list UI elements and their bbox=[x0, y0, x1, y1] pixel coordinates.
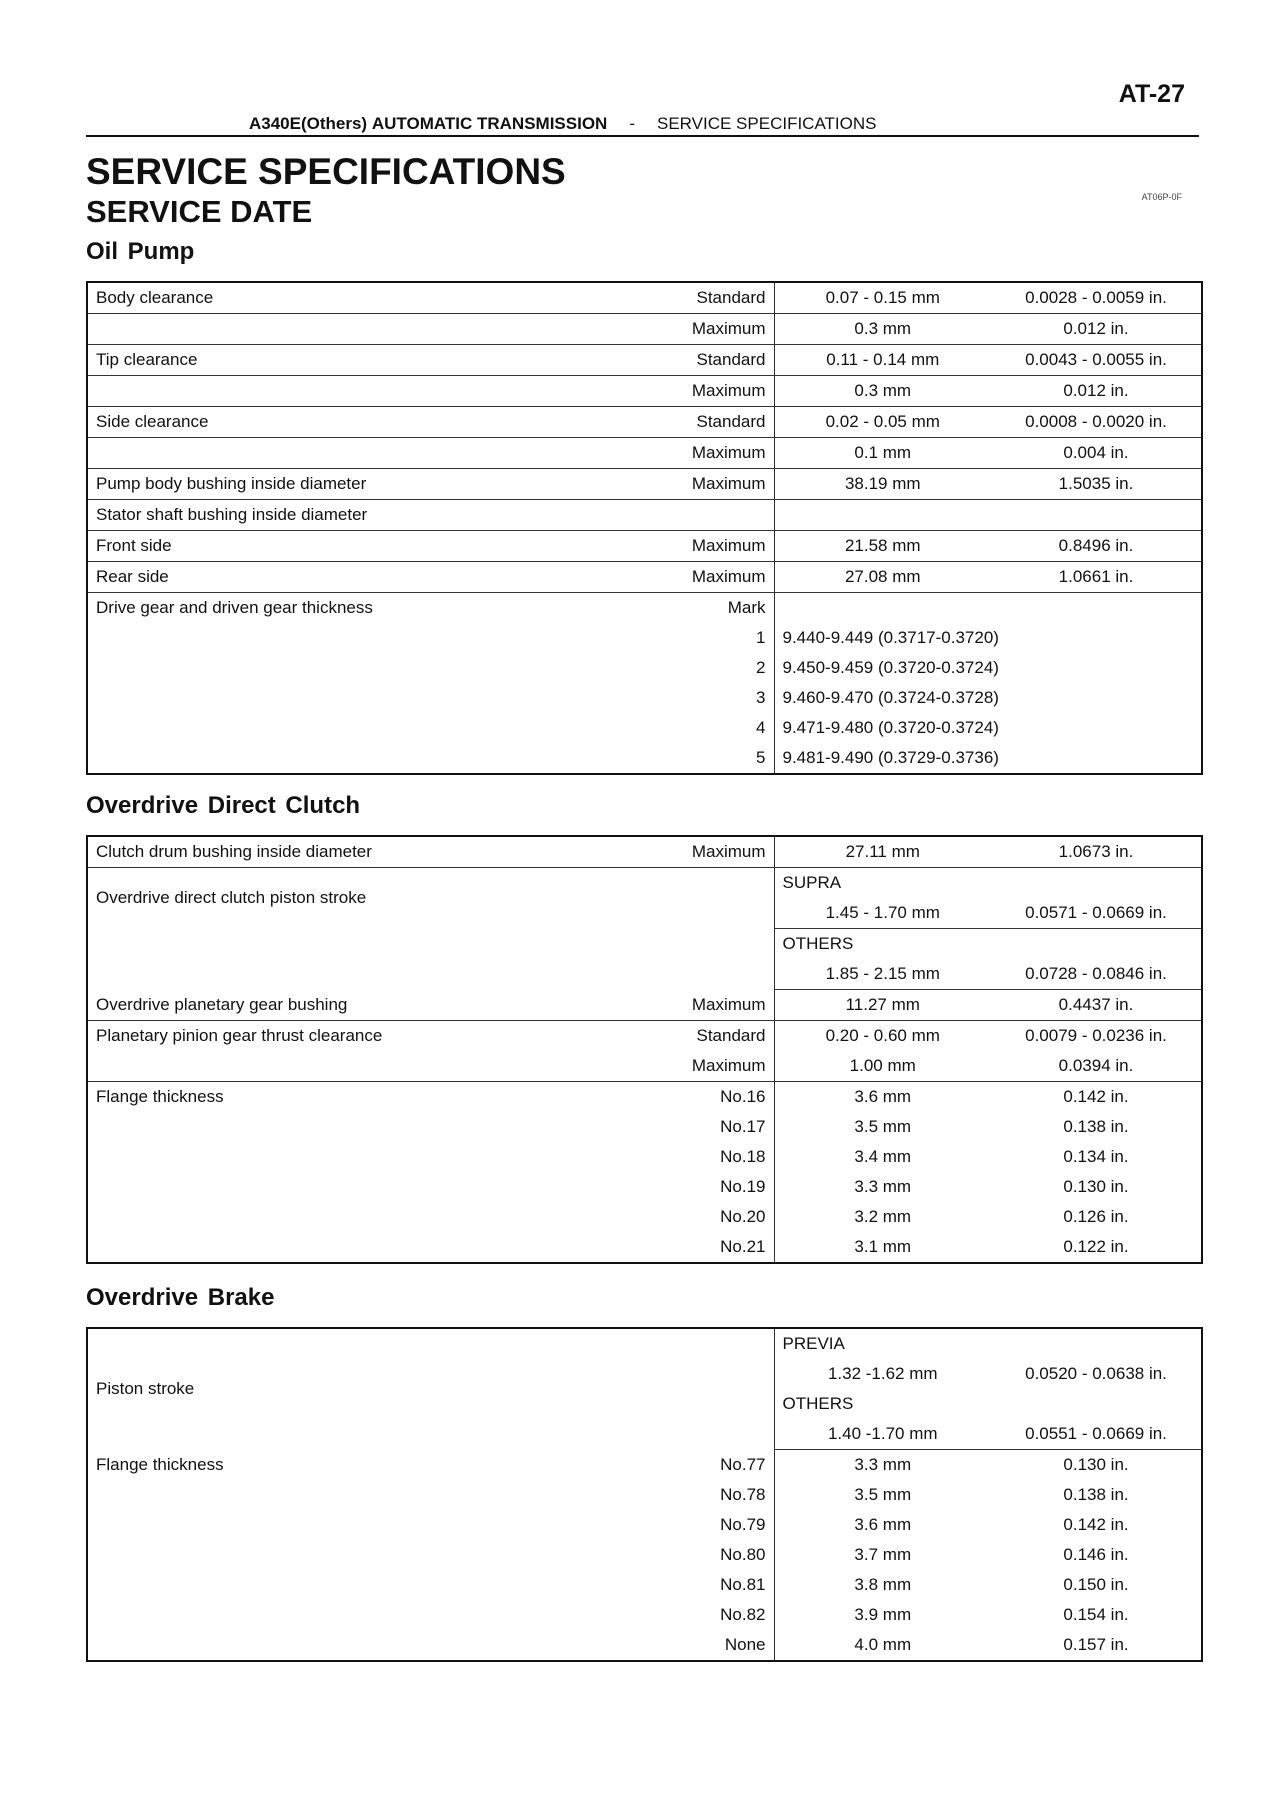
gear-thickness-value: 9.471-9.480 (0.3720-0.3724) bbox=[774, 713, 1202, 743]
spec-label bbox=[87, 1570, 537, 1600]
spec-label bbox=[87, 683, 537, 713]
table-row bbox=[87, 653, 1202, 683]
spec-value-mm: 3.4 mm bbox=[774, 1142, 991, 1172]
spec-label: Rear side bbox=[87, 562, 537, 593]
spec-value-in: 1.5035 in. bbox=[991, 469, 1202, 500]
spec-value-mm: 0.3 mm bbox=[774, 376, 991, 407]
spec-value-mm: 3.2 mm bbox=[774, 1202, 991, 1232]
spec-value-in: 0.154 in. bbox=[1063, 1605, 1129, 1624]
spec-value-in bbox=[991, 500, 1202, 531]
oil-pump-rows bbox=[87, 282, 1202, 774]
table-row bbox=[87, 531, 1202, 562]
spec-value-in: 0.0394 in. bbox=[991, 1051, 1202, 1082]
header-section: AUTOMATIC TRANSMISSION bbox=[371, 114, 608, 133]
spec-label bbox=[87, 743, 537, 774]
spec-label: Body clearance bbox=[87, 282, 537, 314]
spec-value-in: 0.146 in. bbox=[1063, 1545, 1129, 1564]
flange-number: No.16 bbox=[720, 1087, 766, 1106]
oil-pump-table bbox=[86, 281, 1203, 775]
spec-value-mm: 3.9 mm bbox=[774, 1600, 991, 1630]
section-title-oil-pump: Oil Pump bbox=[86, 238, 195, 265]
page-subtitle: SERVICE DATE bbox=[86, 194, 313, 229]
flange-number: No.18 bbox=[720, 1147, 766, 1166]
spec-value-in: 0.134 in. bbox=[1063, 1147, 1129, 1166]
spec-qualifier: Maximum bbox=[537, 1051, 774, 1082]
spec-label bbox=[87, 623, 537, 653]
flange-number: No.82 bbox=[720, 1605, 766, 1624]
table-row bbox=[87, 1540, 1202, 1570]
flange-number: No.20 bbox=[720, 1207, 766, 1226]
variant-label-others: OTHERS bbox=[774, 929, 1202, 960]
spec-label: Piston stroke bbox=[96, 1379, 195, 1399]
table-row bbox=[87, 1328, 1202, 1359]
table-row bbox=[87, 929, 1202, 960]
header-model: A340E(Others) bbox=[249, 114, 368, 133]
gear-mark: 2 bbox=[756, 658, 766, 677]
spec-value-in: 0.0728 - 0.0846 in. bbox=[991, 959, 1202, 990]
spec-value-mm: 4.0 mm bbox=[774, 1630, 991, 1661]
spec-value-mm: 3.3 mm bbox=[774, 1172, 991, 1202]
spec-label: Front side bbox=[87, 531, 537, 562]
flange-number: No.78 bbox=[720, 1485, 766, 1504]
spec-label bbox=[87, 1600, 537, 1630]
gear-thickness-value: 9.440-9.449 (0.3717-0.3720) bbox=[774, 623, 1202, 653]
table-row bbox=[87, 1450, 1202, 1481]
spec-label bbox=[87, 376, 537, 407]
spec-value-in: 0.130 in. bbox=[1063, 1455, 1129, 1474]
spec-value-in: 1.0661 in. bbox=[991, 562, 1202, 593]
spec-label bbox=[87, 1142, 537, 1172]
spec-label: Planetary pinion gear thrust clearance bbox=[96, 1026, 383, 1045]
spec-label bbox=[87, 1051, 537, 1082]
spec-label: Drive gear and driven gear thickness bbox=[96, 598, 373, 617]
gear-thickness-value: 9.481-9.490 (0.3729-0.3736) bbox=[774, 743, 1202, 774]
table-row bbox=[87, 1112, 1202, 1142]
flange-number: No.81 bbox=[720, 1575, 766, 1594]
spec-qualifier: Maximum bbox=[537, 438, 774, 469]
spec-value-mm: 0.20 - 0.60 mm bbox=[774, 1021, 991, 1052]
table-row bbox=[87, 1480, 1202, 1510]
spec-label: Stator shaft bushing inside diameter bbox=[87, 500, 537, 531]
spec-value-in: 0.0028 - 0.0059 in. bbox=[991, 282, 1202, 314]
table-row bbox=[87, 743, 1202, 774]
header-rule bbox=[86, 135, 1199, 137]
spec-value-in: 0.0571 - 0.0669 in. bbox=[991, 898, 1202, 929]
spec-value-in: 0.004 in. bbox=[991, 438, 1202, 469]
spec-value-mm: 1.00 mm bbox=[774, 1051, 991, 1082]
spec-label bbox=[87, 1202, 537, 1232]
gear-thickness-value: 9.460-9.470 (0.3724-0.3728) bbox=[774, 683, 1202, 713]
spec-value-mm: 0.1 mm bbox=[774, 438, 991, 469]
spec-label: Side clearance bbox=[87, 407, 537, 438]
table-row bbox=[87, 469, 1202, 500]
spec-value-in: 0.142 in. bbox=[1063, 1087, 1129, 1106]
table-row bbox=[87, 623, 1202, 653]
spec-value-mm: 1.40 -1.70 mm bbox=[774, 1419, 991, 1450]
spec-value-in: 0.130 in. bbox=[1063, 1177, 1129, 1196]
table-row bbox=[87, 1202, 1202, 1232]
spec-value-in: 0.126 in. bbox=[1063, 1207, 1129, 1226]
spec-value-mm: 1.32 -1.62 mm bbox=[774, 1359, 991, 1389]
table-row bbox=[87, 1232, 1202, 1263]
spec-value-in: 0.0079 - 0.0236 in. bbox=[1025, 1026, 1167, 1045]
spec-value-mm: 3.5 mm bbox=[774, 1112, 991, 1142]
table-row bbox=[87, 1600, 1202, 1630]
table-row bbox=[87, 376, 1202, 407]
table-row bbox=[87, 713, 1202, 743]
flange-number: No.19 bbox=[720, 1177, 766, 1196]
spec-value-in: 0.4437 in. bbox=[991, 990, 1202, 1021]
table-row bbox=[87, 1021, 1202, 1052]
gear-mark: 5 bbox=[756, 748, 766, 767]
gear-thickness-value: 9.450-9.459 (0.3720-0.3724) bbox=[774, 653, 1202, 683]
spec-qualifier: Mark bbox=[727, 598, 766, 617]
spec-value-mm: 3.3 mm bbox=[774, 1450, 991, 1481]
spec-value-mm: 27.11 mm bbox=[774, 836, 991, 868]
spec-label bbox=[87, 1540, 537, 1570]
table-row bbox=[87, 990, 1202, 1021]
spec-value-in: 0.8496 in. bbox=[991, 531, 1202, 562]
table-row bbox=[87, 593, 1202, 624]
spec-label: Overdrive direct clutch piston stroke bbox=[96, 888, 367, 908]
spec-value-mm bbox=[774, 500, 991, 531]
spec-value-in: 0.0008 - 0.0020 in. bbox=[991, 407, 1202, 438]
spec-qualifier: Standard bbox=[537, 282, 774, 314]
spec-value-in: 1.0673 in. bbox=[991, 836, 1202, 868]
spec-value-mm: 38.19 mm bbox=[774, 469, 991, 500]
spec-value-mm: 0.3 mm bbox=[774, 314, 991, 345]
spec-label bbox=[87, 1172, 537, 1202]
table-row bbox=[87, 500, 1202, 531]
spec-value-in: 0.0551 - 0.0669 in. bbox=[991, 1419, 1202, 1450]
spec-label bbox=[87, 653, 537, 683]
gear-mark: 1 bbox=[756, 628, 766, 647]
spec-qualifier: Standard bbox=[537, 407, 774, 438]
header-topic: SERVICE SPECIFICATIONS bbox=[657, 114, 877, 133]
overdrive-direct-clutch-table bbox=[86, 835, 1203, 1264]
table-row bbox=[87, 407, 1202, 438]
spec-label bbox=[87, 929, 774, 990]
overdrive-brake-table bbox=[86, 1327, 1203, 1662]
spec-value-mm: 1.85 - 2.15 mm bbox=[774, 959, 991, 990]
section-title-overdrive-brake: Overdrive Brake bbox=[86, 1284, 275, 1311]
running-header bbox=[249, 114, 876, 134]
table-row bbox=[87, 683, 1202, 713]
table-row bbox=[87, 1142, 1202, 1172]
spec-qualifier: Maximum bbox=[537, 314, 774, 345]
spec-qualifier: Maximum bbox=[537, 836, 774, 868]
header-separator: - bbox=[629, 114, 635, 133]
table-row bbox=[87, 1051, 1202, 1082]
spec-value-mm: 0.07 - 0.15 mm bbox=[774, 282, 991, 314]
gear-mark: 3 bbox=[756, 688, 766, 707]
spec-value-in: 0.012 in. bbox=[991, 314, 1202, 345]
spec-label: Overdrive planetary gear bushing bbox=[87, 990, 537, 1021]
spec-label: Clutch drum bushing inside diameter bbox=[87, 836, 537, 868]
spec-label: Tip clearance bbox=[87, 345, 537, 376]
spec-label: Pump body bushing inside diameter bbox=[87, 469, 537, 500]
spec-value-mm: 11.27 mm bbox=[774, 990, 991, 1021]
spec-label bbox=[87, 1232, 537, 1263]
flange-number: No.77 bbox=[720, 1454, 766, 1474]
variant-label-others: OTHERS bbox=[774, 1389, 1202, 1419]
document-code: AT06P-0F bbox=[1141, 192, 1182, 202]
spec-label: Flange thickness bbox=[96, 1454, 224, 1474]
spec-label bbox=[87, 1630, 537, 1661]
table-row bbox=[87, 282, 1202, 314]
spec-value-mm: 3.7 mm bbox=[774, 1540, 991, 1570]
table-row bbox=[87, 1630, 1202, 1661]
spec-value-mm: 0.11 - 0.14 mm bbox=[774, 345, 991, 376]
flange-number: No.79 bbox=[720, 1515, 766, 1534]
table-row bbox=[87, 345, 1202, 376]
spec-label bbox=[87, 1112, 537, 1142]
page-title: SERVICE SPECIFICATIONS bbox=[86, 151, 566, 192]
spec-value-in: 0.157 in. bbox=[1063, 1635, 1129, 1654]
spec-label bbox=[87, 438, 537, 469]
spec-value-in: 0.0520 - 0.0638 in. bbox=[1025, 1364, 1167, 1383]
spec-label bbox=[87, 314, 537, 345]
table-row bbox=[87, 562, 1202, 593]
spec-value-mm: 21.58 mm bbox=[774, 531, 991, 562]
spec-value-mm: 0.02 - 0.05 mm bbox=[774, 407, 991, 438]
spec-value-in: 0.150 in. bbox=[1063, 1575, 1129, 1594]
spec-value-mm: 3.5 mm bbox=[774, 1480, 991, 1510]
table-row bbox=[87, 314, 1202, 345]
spec-label bbox=[87, 713, 537, 743]
flange-number: No.21 bbox=[720, 1237, 766, 1256]
spec-qualifier: Maximum bbox=[537, 469, 774, 500]
table-row bbox=[87, 1172, 1202, 1202]
spec-qualifier: Maximum bbox=[537, 990, 774, 1021]
spec-qualifier: Standard bbox=[696, 1026, 766, 1045]
spec-value-mm: 1.45 - 1.70 mm bbox=[774, 898, 991, 929]
flange-number: None bbox=[724, 1635, 766, 1654]
variant-label-previa: PREVIA bbox=[774, 1328, 1202, 1359]
spec-qualifier: Maximum bbox=[537, 562, 774, 593]
spec-qualifier: Standard bbox=[537, 345, 774, 376]
spec-value-in: 0.138 in. bbox=[1063, 1117, 1129, 1136]
flange-number: No.80 bbox=[720, 1545, 766, 1564]
spec-value-mm: 27.08 mm bbox=[774, 562, 991, 593]
table-row bbox=[87, 1510, 1202, 1540]
spec-label bbox=[87, 1510, 537, 1540]
spec-value-in: 0.122 in. bbox=[1063, 1237, 1129, 1256]
spec-value-mm: 3.8 mm bbox=[774, 1570, 991, 1600]
overdrive-brake-rows bbox=[87, 1328, 1202, 1661]
table-row bbox=[87, 1570, 1202, 1600]
spec-value-mm: 3.1 mm bbox=[774, 1232, 991, 1263]
spec-qualifier: Maximum bbox=[537, 376, 774, 407]
table-row bbox=[87, 438, 1202, 469]
spec-label: Flange thickness bbox=[96, 1087, 224, 1106]
spec-value bbox=[774, 593, 1202, 624]
flange-number: No.17 bbox=[720, 1117, 766, 1136]
page-number: AT-27 bbox=[1118, 80, 1185, 108]
spec-label bbox=[87, 1480, 537, 1510]
overdrive-direct-clutch-rows bbox=[87, 836, 1202, 1263]
spec-qualifier bbox=[537, 500, 774, 531]
spec-value-in: 0.0043 - 0.0055 in. bbox=[991, 345, 1202, 376]
spec-value-mm: 3.6 mm bbox=[774, 1082, 991, 1113]
gear-mark: 4 bbox=[756, 718, 766, 737]
spec-value-in: 0.142 in. bbox=[1063, 1515, 1129, 1534]
spec-value-in: 0.012 in. bbox=[991, 376, 1202, 407]
spec-value-mm: 3.6 mm bbox=[774, 1510, 991, 1540]
table-row bbox=[87, 1082, 1202, 1113]
table-row bbox=[87, 836, 1202, 868]
variant-label-supra: SUPRA bbox=[774, 868, 1202, 899]
table-row bbox=[87, 868, 1202, 899]
section-title-overdrive-direct-clutch: Overdrive Direct Clutch bbox=[86, 792, 361, 819]
spec-value-in: 0.138 in. bbox=[1063, 1485, 1129, 1504]
spec-qualifier: Maximum bbox=[537, 531, 774, 562]
